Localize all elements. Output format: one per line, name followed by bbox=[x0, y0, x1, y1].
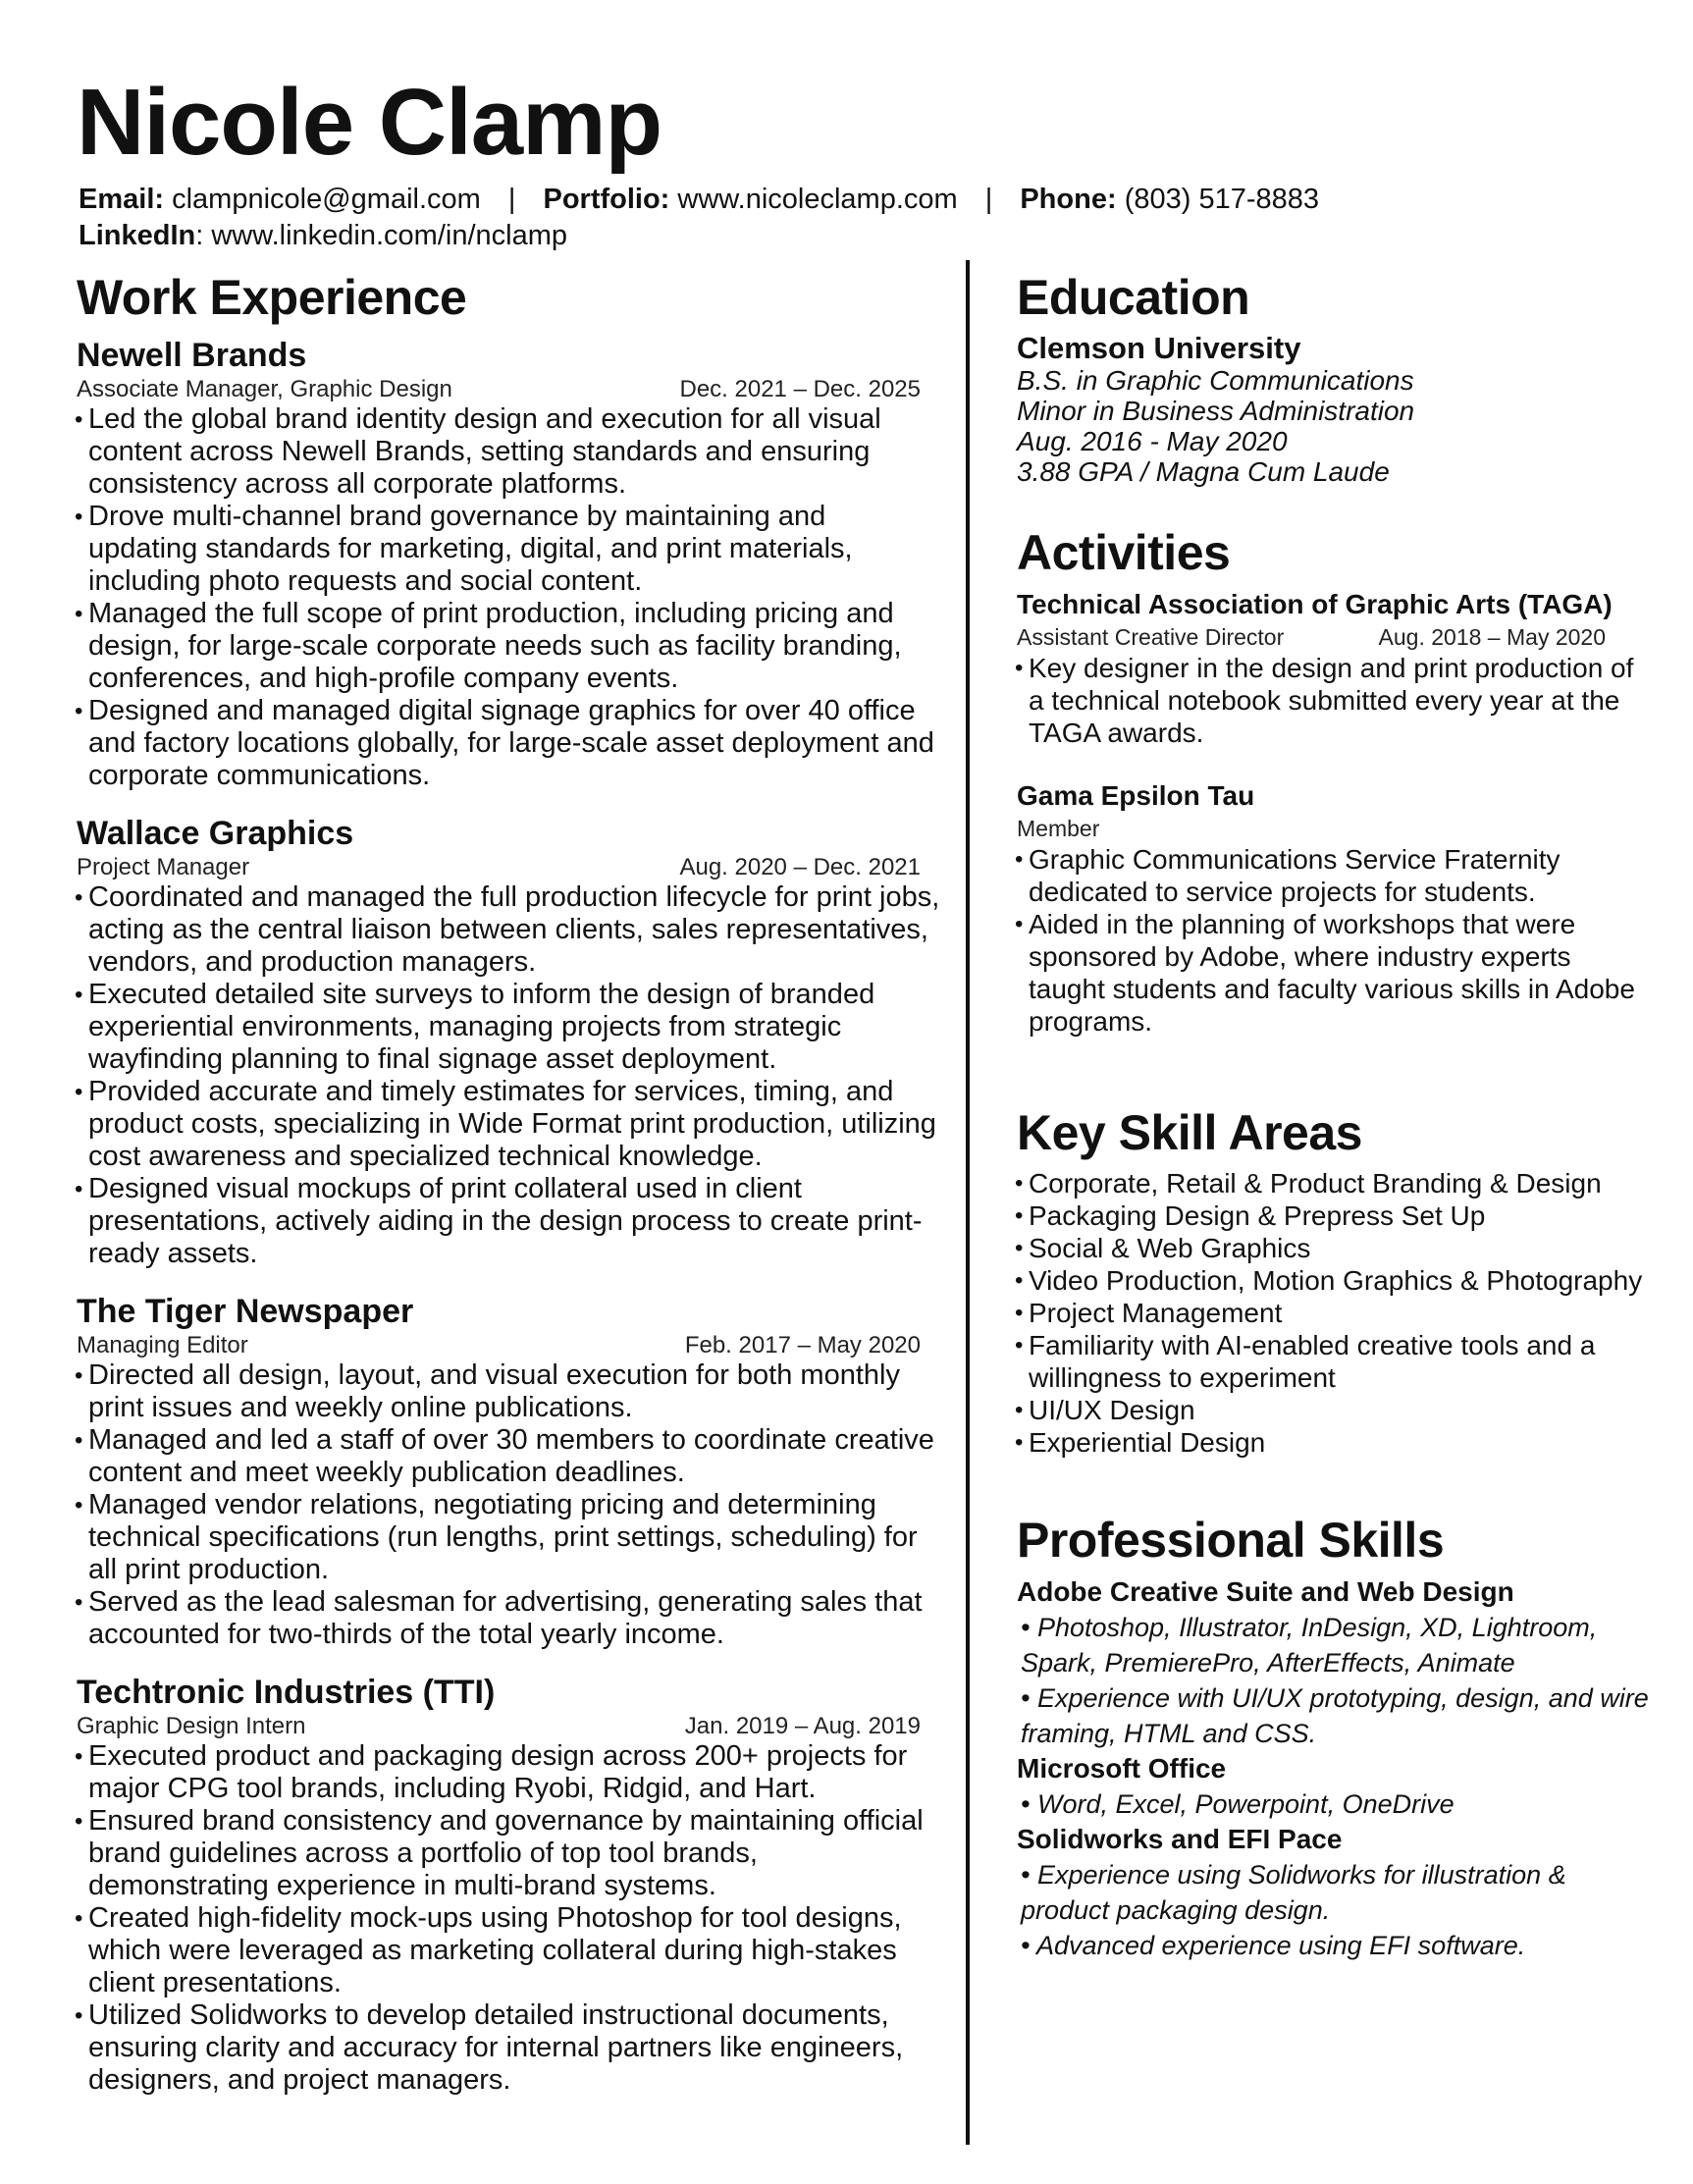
right-column bbox=[1017, 267, 1655, 1963]
bullet-item: • Graphic Communications Service Fraternity dedicated to service projects for students. bbox=[1017, 843, 1655, 908]
bullet-item: • Aided in the planning of workshops that were sponsored by Adobe, where industry experts taught students and faculty various skills in Adobe programs. bbox=[1017, 908, 1655, 1038]
skill-detail: • Photoshop, Illustrator, InDesign, XD, Lightroom, Spark, PremierePro, AfterEffects, Animate bbox=[1021, 1613, 1598, 1678]
skill-item: • Social & Web Graphics bbox=[1017, 1232, 1655, 1264]
bullet-item: • Executed detailed site surveys to inform the design of branded experiential environments, managing projects from strategic wayfinding planning to final signage asset deployment. bbox=[77, 979, 940, 1076]
activity-name: Gama Epsilon Tau bbox=[1017, 780, 1255, 811]
phone-label: Phone: bbox=[1020, 184, 1117, 215]
education-dates: Aug. 2016 - May 2020 bbox=[1017, 426, 1288, 456]
contact-line-2: LinkedIn: www.linkedin.com/in/nclamp bbox=[79, 220, 568, 251]
activity-entry bbox=[1017, 587, 1655, 749]
bullet-item: • Designed and managed digital signage graphics for over 40 office and factory locations globally, for large-scale asset deployment and corporate communications. bbox=[77, 695, 940, 792]
company-name: The Tiger Newspaper bbox=[77, 1293, 414, 1330]
activity-name: Technical Association of Graphic Arts (TAGA) bbox=[1017, 589, 1613, 619]
professional-skills-heading: Professional Skills bbox=[1017, 1513, 1445, 1568]
degree: B.S. in Graphic Communications bbox=[1017, 365, 1414, 396]
minor: Minor in Business Administration bbox=[1017, 396, 1415, 426]
skill-detail: • Experience using Solidworks for illustration & product packaging design. bbox=[1021, 1860, 1566, 1925]
role-row bbox=[77, 1331, 921, 1359]
activity-role: Assistant Creative Director bbox=[1017, 624, 1285, 650]
activity-dates: Aug. 2018 – May 2020 bbox=[1378, 624, 1606, 650]
school-name: Clemson University bbox=[1017, 331, 1301, 365]
left-column bbox=[77, 267, 940, 2118]
skill-group-heading: Adobe Creative Suite and Web Design bbox=[1017, 1576, 1514, 1607]
bullet-item: • Drove multi-channel brand governance by maintaining and updating standards for marketing, digital, and print materials, including photo requests and social content. bbox=[77, 501, 940, 598]
bullet-item: • Ensured brand consistency and governance by maintaining official brand guidelines across a portfolio of top tool brands, demonstrating experience in multi-brand systems. bbox=[77, 1805, 940, 1902]
skill-item: • Project Management bbox=[1017, 1297, 1655, 1329]
contact-info bbox=[79, 182, 1319, 254]
activity-role-row bbox=[1017, 814, 1606, 843]
work-experience-heading: Work Experience bbox=[77, 270, 467, 325]
portfolio-label: Portfolio: bbox=[543, 184, 670, 215]
spacer bbox=[1017, 1459, 1655, 1510]
job-bullets bbox=[77, 881, 940, 1270]
job-entry bbox=[77, 1673, 940, 2097]
job-entry bbox=[77, 336, 940, 792]
activity-entry bbox=[1017, 778, 1655, 1038]
job-entry bbox=[77, 814, 940, 1270]
role-row bbox=[77, 375, 921, 403]
job-role: Graphic Design Intern bbox=[77, 1713, 306, 1739]
activity-role-row bbox=[1017, 622, 1606, 652]
skill-item: • Video Production, Motion Graphics & Photography bbox=[1017, 1264, 1655, 1297]
skill-item: • Experiential Design bbox=[1017, 1426, 1655, 1459]
spacer bbox=[1017, 487, 1655, 522]
skill-item: • Corporate, Retail & Product Branding & Design bbox=[1017, 1167, 1655, 1199]
phone-value: (803) 517-8883 bbox=[1124, 184, 1320, 215]
job-role: Managing Editor bbox=[77, 1332, 248, 1358]
bullet-item: • Provided accurate and timely estimates for services, timing, and product costs, specializing in Wide Format print production, utilizing cost awareness and specialized technical knowledge. bbox=[77, 1076, 940, 1173]
contact-line-1 bbox=[79, 182, 1319, 218]
bullet-item: • Managed vendor relations, negotiating pricing and determining technical specifications (run lengths, print settings, scheduling) for all print production. bbox=[77, 1489, 940, 1586]
company-name: Techtronic Industries (TTI) bbox=[77, 1674, 496, 1711]
company-name: Newell Brands bbox=[77, 337, 307, 374]
spacer bbox=[1017, 1067, 1655, 1102]
job-dates: Dec. 2021 – Dec. 2025 bbox=[679, 376, 921, 402]
key-skills-heading: Key Skill Areas bbox=[1017, 1105, 1362, 1160]
bullet-item: • Managed and led a staff of over 30 members to coordinate creative content and meet weekly publication deadlines. bbox=[77, 1424, 940, 1489]
bullet-item: • Designed visual mockups of print collateral used in client presentations, actively aiding in the design process to create print-ready assets. bbox=[77, 1173, 940, 1270]
column-divider bbox=[966, 260, 970, 2145]
job-dates: Jan. 2019 – Aug. 2019 bbox=[684, 1713, 921, 1739]
skill-detail: • Experience with UI/UX prototyping, design, and wire framing, HTML and CSS. bbox=[1021, 1683, 1649, 1748]
candidate-name: Nicole Clamp bbox=[77, 70, 662, 175]
job-role: Associate Manager, Graphic Design bbox=[77, 376, 452, 402]
job-role: Project Manager bbox=[77, 854, 250, 880]
skill-item: • Familiarity with AI-enabled creative tools and a willingness to experiment bbox=[1017, 1329, 1655, 1394]
skill-item: • Packaging Design & Prepress Set Up bbox=[1017, 1199, 1655, 1232]
bullet-item: • Managed the full scope of print production, including pricing and design, for large-scale corporate needs such as facility branding, conferences, and high-profile company events. bbox=[77, 598, 940, 695]
education-heading: Education bbox=[1017, 270, 1250, 325]
job-bullets bbox=[77, 1740, 940, 2097]
skill-item: • UI/UX Design bbox=[1017, 1394, 1655, 1426]
job-dates: Feb. 2017 – May 2020 bbox=[684, 1332, 921, 1358]
activity-bullets bbox=[1017, 843, 1655, 1038]
activity-bullets bbox=[1017, 652, 1655, 749]
gpa: 3.88 GPA / Magna Cum Laude bbox=[1017, 456, 1390, 487]
role-row bbox=[77, 853, 921, 881]
bullet-item: • Key designer in the design and print production of a technical notebook submitted every year at the TAGA awards. bbox=[1017, 652, 1655, 749]
activity-role: Member bbox=[1017, 816, 1100, 841]
job-entry bbox=[77, 1292, 940, 1651]
skill-detail: • Word, Excel, Powerpoint, OneDrive bbox=[1021, 1789, 1455, 1819]
linkedin-value[interactable]: www.linkedin.com/in/nclamp bbox=[211, 220, 568, 251]
bullet-item: • Executed product and packaging design across 200+ projects for major CPG tool brands, including Ryobi, Ridgid, and Hart. bbox=[77, 1740, 940, 1805]
key-skills-list bbox=[1017, 1167, 1655, 1459]
bullet-item: • Directed all design, layout, and visual execution for both monthly print issues and weekly online publications. bbox=[77, 1359, 940, 1424]
email-label: Email: bbox=[79, 184, 165, 215]
bullet-item: • Created high-fidelity mock-ups using Photoshop for tool designs, which were leveraged as marketing collateral during high-stakes client presentations. bbox=[77, 1902, 940, 1999]
linkedin-label: LinkedIn bbox=[79, 220, 196, 251]
bullet-item: • Served as the lead salesman for advertising, generating sales that accounted for two-thirds of the total yearly income. bbox=[77, 1586, 940, 1651]
portfolio-value[interactable]: www.nicoleclamp.com bbox=[677, 184, 958, 215]
job-dates: Aug. 2020 – Dec. 2021 bbox=[679, 854, 921, 880]
job-bullets bbox=[77, 1359, 940, 1651]
separator: | bbox=[984, 184, 993, 215]
bullet-item: • Led the global brand identity design and execution for all visual content across Newell Brands, setting standards and ensuring consistency across all corporate platforms. bbox=[77, 403, 940, 501]
company-name: Wallace Graphics bbox=[77, 815, 354, 852]
skill-group-heading: Solidworks and EFI Pace bbox=[1017, 1824, 1343, 1854]
email-value[interactable]: clampnicole@gmail.com bbox=[172, 184, 481, 215]
bullet-item: • Utilized Solidworks to develop detailed instructional documents, ensuring clarity and accuracy for internal partners like engineers, designers, and project managers. bbox=[77, 1999, 940, 2097]
skill-detail: • Advanced experience using EFI software. bbox=[1021, 1931, 1526, 1960]
separator: | bbox=[507, 184, 516, 215]
skill-group-heading: Microsoft Office bbox=[1017, 1753, 1227, 1784]
activities-heading: Activities bbox=[1017, 525, 1231, 580]
job-bullets bbox=[77, 403, 940, 792]
role-row bbox=[77, 1712, 921, 1740]
bullet-item: • Coordinated and managed the full production lifecycle for print jobs, acting as the central liaison between clients, sales representatives, vendors, and production managers. bbox=[77, 881, 940, 979]
